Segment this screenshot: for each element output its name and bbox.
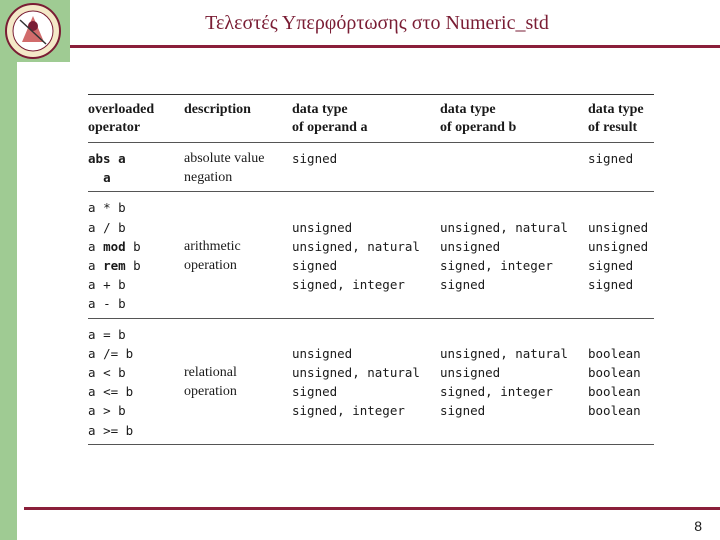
operator-expression	[88, 218, 184, 237]
cell-line: boolean	[588, 345, 641, 361]
operator-expression	[88, 325, 184, 344]
cell-line: signed	[588, 258, 634, 274]
operator-token: >	[103, 403, 111, 419]
operator-group-row	[88, 192, 654, 318]
cell-line: signed, integer	[292, 277, 405, 293]
title-divider	[70, 45, 720, 48]
operator-expression	[88, 256, 184, 275]
operator-token: a	[88, 326, 96, 342]
cell-line: arithmetic	[184, 238, 241, 254]
operator-token: /=	[103, 345, 119, 361]
operator-cell	[88, 143, 184, 192]
result-cell	[588, 143, 654, 192]
operator-token: <	[103, 365, 111, 381]
type-a-cell	[292, 143, 440, 192]
operator-token: b	[118, 296, 126, 312]
operator-token: -	[103, 296, 111, 312]
cell-line: boolean	[588, 384, 641, 400]
header-result: data type of result	[588, 102, 644, 135]
operator-token: b	[118, 219, 126, 235]
operator-token: b	[125, 384, 134, 400]
cell-line: signed	[588, 151, 634, 166]
operator-token	[88, 170, 96, 185]
table-header-row	[88, 95, 654, 143]
operator-token: *	[103, 200, 111, 216]
type-a-cell	[292, 318, 440, 444]
cell-line: signed, integer	[440, 258, 553, 274]
spacer	[292, 325, 440, 344]
header-type-a: data type of operand a	[292, 102, 368, 135]
description-cell	[184, 318, 292, 444]
cell-line: absolute value	[184, 151, 265, 166]
header-type-b: data type of operand b	[440, 102, 517, 135]
operator-expression	[88, 421, 184, 440]
table-end-rule	[88, 444, 654, 445]
operator-token: b	[118, 365, 126, 381]
cell-line: unsigned	[292, 345, 353, 361]
operator-expression	[88, 275, 184, 294]
cell-line: signed	[588, 277, 634, 293]
operator-expression	[88, 294, 184, 313]
operator-token: b	[125, 422, 134, 438]
operator-token: b	[133, 238, 141, 254]
operator-token: a	[88, 277, 96, 293]
cell-line: signed	[440, 277, 486, 293]
cell-line: unsigned, natural	[292, 238, 420, 254]
operator-token: =	[103, 326, 111, 342]
page-number: 8	[694, 518, 702, 534]
spacer	[292, 198, 440, 217]
operator-expression	[88, 382, 184, 401]
cell-line: signed	[292, 384, 338, 400]
operator-token: b	[125, 345, 134, 361]
header-description: description	[184, 102, 251, 117]
operator-token: a	[88, 365, 96, 381]
cell-line: unsigned, natural	[292, 365, 420, 381]
left-accent-bar	[0, 62, 17, 540]
description-cell	[184, 192, 292, 318]
operator-token	[133, 151, 141, 166]
operator-token: >=	[103, 422, 119, 438]
cell-line	[184, 218, 292, 237]
footer-divider	[24, 507, 720, 510]
operator-token: b	[118, 200, 126, 216]
cell-line: unsigned	[440, 238, 501, 254]
type-b-cell	[440, 143, 588, 192]
cell-line: signed, integer	[292, 403, 405, 419]
cell-line: boolean	[588, 403, 641, 419]
university-seal-logo	[2, 2, 64, 60]
cell-line: signed	[292, 258, 338, 274]
operator-expression	[88, 344, 184, 363]
cell-line: boolean	[588, 365, 641, 381]
operator-token: mod	[103, 238, 126, 254]
operator-expression	[88, 237, 184, 256]
operator-token: a	[88, 403, 96, 419]
cell-line: signed	[440, 403, 486, 419]
operator-token: b	[118, 403, 126, 419]
operator-token: a	[88, 384, 96, 400]
cell-line: unsigned	[588, 219, 649, 235]
spacer	[440, 325, 588, 344]
spacer	[588, 198, 654, 217]
type-a-cell	[292, 192, 440, 318]
operator-token: a	[88, 200, 96, 216]
operator-expression	[88, 168, 184, 187]
operator-token: <=	[103, 384, 119, 400]
slide-title: Τελεστές Υπερφόρτωσης στο Numeric_std	[205, 12, 549, 34]
cell-line: negation	[184, 170, 233, 186]
cell-line: operation	[184, 384, 237, 400]
cell-line: signed, integer	[440, 384, 553, 400]
operator-table	[88, 94, 654, 445]
operator-token: +	[103, 277, 111, 293]
operator-token: a	[88, 345, 96, 361]
operator-expression	[88, 149, 184, 168]
operator-cell	[88, 192, 184, 318]
operator-group-row	[88, 318, 654, 444]
cell-line: unsigned	[588, 238, 649, 254]
cell-line: unsigned	[440, 365, 501, 381]
operator-token: a	[88, 296, 96, 312]
cell-line	[184, 325, 292, 344]
operator-token: b	[118, 326, 126, 342]
cell-line: operation	[184, 258, 237, 274]
operator-token: abs	[88, 151, 111, 166]
operator-token: rem	[103, 258, 126, 274]
operator-token	[118, 170, 126, 185]
operator-token: a	[118, 151, 126, 166]
operator-token: a	[88, 219, 96, 235]
operator-expression	[88, 363, 184, 382]
cell-line: unsigned	[292, 219, 353, 235]
logo-panel	[0, 0, 70, 62]
operator-token: /	[103, 219, 111, 235]
operator-token: a	[103, 170, 111, 186]
cell-line	[184, 344, 292, 363]
spacer	[440, 198, 588, 217]
operator-group-row	[88, 143, 654, 192]
operator-token: a	[88, 422, 96, 438]
operator-token: b	[118, 277, 126, 293]
cell-line: unsigned, natural	[440, 219, 568, 235]
operator-table-container	[88, 94, 654, 445]
operator-token: b	[133, 258, 141, 274]
operator-token: a	[88, 238, 96, 254]
spacer	[588, 325, 654, 344]
type-b-cell	[440, 318, 588, 444]
operator-expression	[88, 198, 184, 217]
result-cell	[588, 192, 654, 318]
cell-line: relational	[184, 365, 237, 381]
type-b-cell	[440, 192, 588, 318]
cell-line: unsigned, natural	[440, 345, 568, 361]
operator-expression	[88, 401, 184, 420]
result-cell	[588, 318, 654, 444]
cell-line: signed	[292, 151, 338, 166]
operator-cell	[88, 318, 184, 444]
header-operator: overloaded operator	[88, 102, 155, 135]
cell-line	[184, 198, 292, 217]
description-cell	[184, 143, 292, 192]
operator-token: a	[88, 258, 96, 274]
